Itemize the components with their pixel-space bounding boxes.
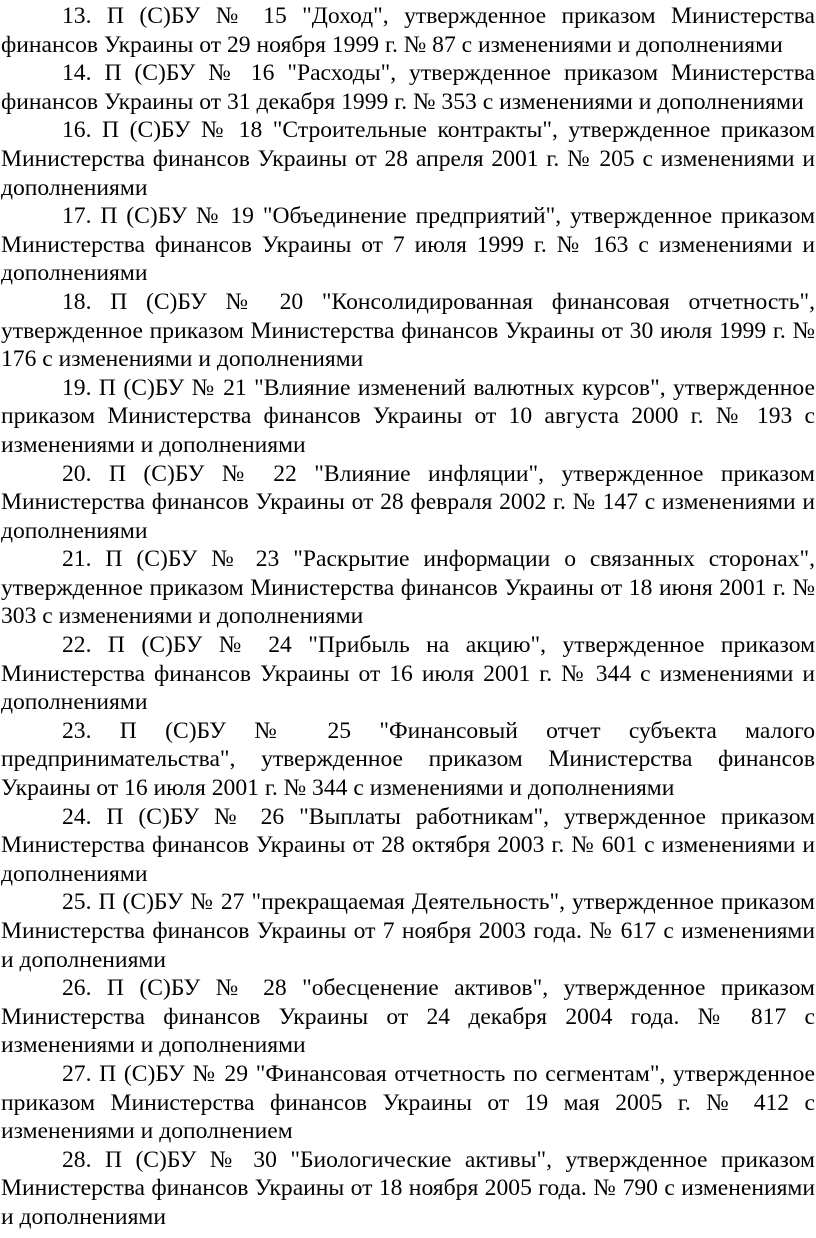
list-item-24: 24. П (С)БУ № 26 "Выплаты работникам", утвержденное приказом Министерства финансов Украины от 28 октября 2003 г. № 601 с изменениями и дополнениями (1, 803, 815, 887)
list-item-21: 21. П (С)БУ № 23 "Раскрытие информации о связанных сторонах", утвержденное приказом Министерства финансов Украины от 18 июня 2001 г. № 303 с изменениями и дополнениями (1, 546, 815, 630)
list-item-13: 13. П (С)БУ № 15 "Доход", утвержденное приказом Министерства финансов Украины от 29 ноября 1999 г. № 87 с изменениями и дополнениями (1, 3, 815, 58)
list-item-27: 27. П (С)БУ № 29 "Финансовая отчетность по сегментам", утвержденное приказом Министерства финансов Украины от 19 мая 2005 г. № 412 с изменениями и дополнением (1, 1060, 815, 1145)
list-item-23: 23. П (С)БУ № 25 "Финансовый отчет субъекта малого предпринимательства", утвержденное приказом Министерства финансов Украины от 16 июля 2001 г. № 344 с изменениями и дополнениями (1, 717, 815, 802)
list-item-19: 19. П (С)БУ № 21 "Влияние изменений валютных курсов", утвержденное приказом Министерства финансов Украины от 10 августа 2000 г. № 193 с изменениями и дополнениями (1, 374, 815, 458)
list-item-18: 18. П (С)БУ № 20 "Консолидированная финансовая отчетность", утвержденное приказом Министерства финансов Украины от 30 июля 1999 г. № 176 с изменениями и дополнениями (1, 288, 815, 373)
list-item-26: 26. П (С)БУ № 28 "обесценение активов", утвержденное приказом Министерства финансов Украины от 24 декабря 2004 года. № 817 с изменениями и дополнениями (1, 975, 815, 1059)
list-item-28: 28. П (С)БУ № 30 "Биологические активы", утвержденное приказом Министерства финансов Украины от 18 ноября 2005 года. № 790 с изменениями и дополнениями (1, 1146, 815, 1230)
list-item-17: 17. П (С)БУ № 19 "Объединение предприятий", утвержденное приказом Министерства финансов Украины от 7 июля 1999 г. № 163 с изменениями и дополнениями (1, 203, 815, 287)
list-item-16: 16. П (С)БУ № 18 "Строительные контракты", утвержденное приказом Министерства финансов Украины от 28 апреля 2001 г. № 205 с изменениями и дополнениями (1, 117, 815, 201)
list-item-14: 14. П (С)БУ № 16 "Расходы", утвержденное приказом Министерства финансов Украины от 31 декабря 1999 г. № 353 с изменениями и дополнениями (1, 60, 815, 115)
list-item-25: 25. П (С)БУ № 27 "прекращаемая Деятельность", утвержденное приказом Министерства финансов Украины от 7 ноября 2003 года. № 617 с изменениями и дополнениями (1, 889, 815, 973)
list-item-20: 20. П (С)БУ № 22 "Влияние инфляции", утвержденное приказом Министерства финансов Украины от 28 февраля 2002 г. № 147 с изменениями и дополнениями (1, 460, 815, 544)
list-item-22: 22. П (С)БУ № 24 "Прибыль на акцию", утвержденное приказом Министерства финансов Украины от 16 июля 2001 г. № 344 с изменениями и дополнениями (1, 632, 815, 716)
